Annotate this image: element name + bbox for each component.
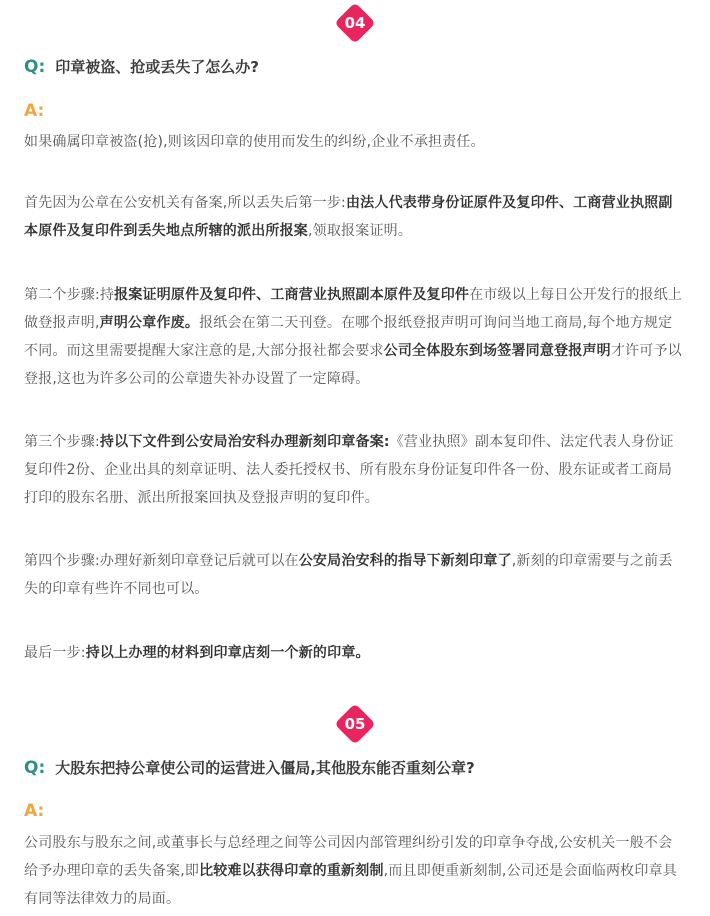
section-badge-05 bbox=[338, 707, 372, 741]
question-04 bbox=[24, 56, 259, 77]
text-run: 最后一步: bbox=[24, 645, 86, 661]
question-text: 大股东把持公章使公司的运营进入僵局,其他股东能否重刻公章? bbox=[55, 759, 475, 777]
answer-paragraph-7 bbox=[24, 829, 686, 913]
text-run: 第四个步骤:办理好新刻印章登记后就可以在 bbox=[24, 553, 299, 569]
badge-number: 04 bbox=[344, 14, 366, 32]
text-run: 报纸会在第二天刊登。在哪个报纸登报声明可询问当地工商局,每个地方规定不同。而这里需要提醒大家注意的是,大部分报社都会要求 bbox=[24, 315, 673, 359]
answer-paragraph-1: 如果确属印章被盗(抢),则该因印章的使用而发生的纠纷,企业不承担责任。 bbox=[24, 134, 485, 150]
bold-text: 持以下文件到公安局治安科办理新刻印章备案: bbox=[99, 434, 390, 450]
text-run: 首先因为公章在公安机关有备案,所以丢失后第一步: bbox=[24, 195, 346, 211]
badge-number: 05 bbox=[344, 715, 366, 733]
answer-paragraph-3 bbox=[24, 281, 686, 393]
question-05 bbox=[24, 757, 475, 778]
q-label: Q: bbox=[24, 758, 46, 778]
bold-text: 声明公章作废。 bbox=[99, 315, 200, 331]
answer-label-04: A: bbox=[24, 101, 45, 121]
bold-text: 由法人代表带身份证原件及复印件、工商营业执照副本原件及复印件到丢失地点所辖的派出所报案 bbox=[24, 195, 673, 239]
text-run: 第三个步骤: bbox=[24, 434, 100, 450]
bold-text: 持以上办理的材料到印章店刻一个新的印章。 bbox=[85, 645, 370, 661]
text-run: 在市级以上每日公开发行的报纸上做登报声明, bbox=[24, 287, 683, 331]
question-text: 印章被盗、抢或丢失了怎么办? bbox=[55, 58, 259, 76]
answer-paragraph-4 bbox=[24, 428, 686, 512]
answer-paragraph-5 bbox=[24, 547, 686, 603]
answer-label-05: A: bbox=[24, 801, 45, 821]
bold-text: 公安局治安科的指导下新刻印章了 bbox=[298, 553, 512, 569]
text-run: 才许可予以登报,这也为许多公司的公章遗失补办设置了一定障碍。 bbox=[24, 343, 682, 387]
answer-paragraph-6 bbox=[24, 639, 686, 667]
text-run: ,而且即便重新刻制,公司还是会面临两枚印章具有同等法律效力的局面。 bbox=[24, 863, 677, 907]
text-run: 公司股东与股东之间,或董事长与总经理之间等公司因内部管理纠纷引发的印章争夺战,公安机关一般不会给予办理印章的丢失备案,即 bbox=[24, 835, 673, 879]
text-run: ,领取报案证明。 bbox=[308, 223, 413, 239]
q-label: Q: bbox=[24, 57, 46, 77]
answer-paragraph-2 bbox=[24, 189, 686, 245]
text-run: 第二个步骤:持 bbox=[24, 287, 115, 303]
text-run: ,新刻的印章需要与之前丢失的印章有些许不同也可以。 bbox=[24, 553, 673, 597]
text-run: 《营业执照》副本复印件、法定代表人身份证复印件2份、企业出具的刻章证明、法人委托授权书、所有股东身份证复印件各一份、股东证或者工商局打印的股东名册、派出所报案回执及登报声明的复印件。 bbox=[24, 434, 674, 506]
bold-text: 公司全体股东到场签署同意登报声明 bbox=[383, 343, 611, 359]
bold-text: 报案证明原件及复印件、工商营业执照副本原件及复印件 bbox=[114, 287, 470, 303]
section-badge-04 bbox=[338, 6, 372, 40]
bold-text: 比较难以获得印章的重新刻制 bbox=[199, 863, 384, 879]
